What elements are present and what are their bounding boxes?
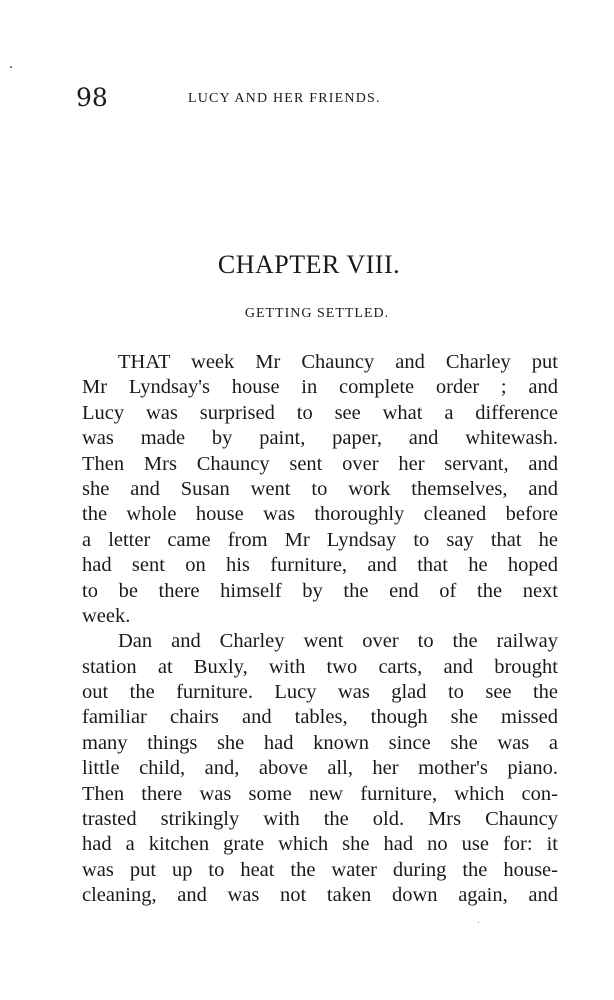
- running-head: [76, 84, 556, 114]
- text-line: the whole house was thoroughly cleaned before: [82, 503, 558, 526]
- text-line: Then there was some new furniture, which con-: [82, 782, 558, 805]
- page-number: 98: [76, 83, 108, 112]
- text-line: trasted strikingly with the old. Mrs Chauncy: [82, 808, 558, 831]
- text-line: Dan and Charley went over to the railway: [118, 630, 558, 653]
- text-line: was put up to heat the water during the house-: [82, 858, 558, 881]
- text-line: station at Buxly, with two carts, and brought: [82, 655, 558, 678]
- running-title: LUCY AND HER FRIENDS.: [188, 91, 381, 106]
- text-line: familiar chairs and tables, though she missed: [82, 706, 558, 729]
- text-line: many things she had known since she was a: [82, 731, 558, 754]
- chapter-subtitle: GETTING SETTLED.: [244, 306, 390, 321]
- text-line: THAT week Mr Chauncy and Charley put: [118, 351, 558, 373]
- body-text: [82, 350, 558, 909]
- text-line: out the furniture. Lucy was glad to see the: [82, 681, 558, 704]
- text-line: little child, and, above all, her mother's piano.: [82, 757, 558, 780]
- text-line: cleaning, and was not taken down again, and: [82, 884, 558, 907]
- chapter-title: CHAPTER VIII.: [217, 250, 401, 279]
- text-line: Mr Lyndsay's house in complete order ; and: [82, 376, 558, 399]
- paper-speck: [10, 66, 12, 68]
- text-line: to be there himself by the end of the next: [82, 579, 558, 602]
- text-line: Lucy was surprised to see what a difference: [82, 401, 558, 424]
- text-line: had sent on his furniture, and that he hoped: [82, 554, 558, 577]
- text-line: she and Susan went to work themselves, and: [82, 477, 558, 500]
- text-line: was made by paint, paper, and whitewash.: [82, 427, 558, 450]
- text-line: had a kitchen grate which she had no use for: it: [82, 833, 558, 856]
- text-line: week.: [82, 604, 131, 627]
- text-line: a letter came from Mr Lyndsay to say that he: [82, 528, 558, 551]
- text-line: Then Mrs Chauncy sent over her servant, and: [82, 452, 558, 475]
- paper-speck: [478, 922, 479, 923]
